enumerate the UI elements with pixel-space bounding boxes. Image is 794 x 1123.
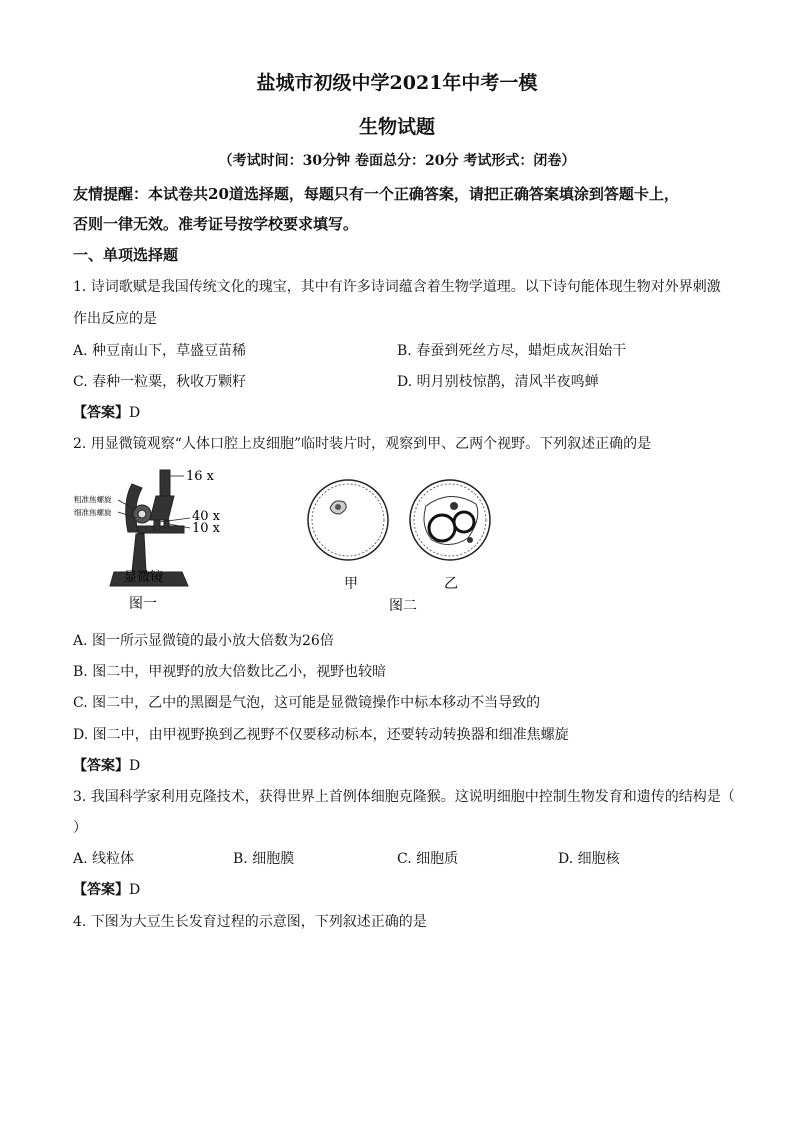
- q1-answer-value: D: [129, 405, 141, 421]
- q4-stem: 4. 下图为大豆生长发育过程的示意图，下列叙述正确的是: [73, 914, 427, 930]
- q3-answer-value: D: [129, 882, 141, 898]
- section-title: 一、单项选择题: [73, 246, 179, 264]
- q2-option-c: C. 图二中，乙中的黑圈是气泡，这可能是显微镜操作中标本移动不当导致的: [73, 695, 541, 711]
- fine-focus-label: 细准焦螺旋: [74, 508, 112, 517]
- notice-line-2: 否则一律无效。准考证号按学校要求填写。: [73, 215, 359, 233]
- fields-of-view-figure: [300, 478, 510, 616]
- q2-option-b: B. 图二中，甲视野的放大倍数比乙小，视野也较暗: [73, 664, 387, 680]
- stage: [138, 526, 184, 533]
- figure-2-caption: 图二: [389, 598, 417, 614]
- exam-info: （考试时间：30分钟 卷面总分：20分 考试形式：闭卷）: [218, 153, 576, 169]
- q1-option-c: C. 春种一粒粟，秋收万颗籽: [73, 374, 247, 390]
- pillar: [132, 534, 146, 572]
- q1-option-d: D. 明月别枝惊鹊，清风半夜鸣蝉: [397, 374, 599, 390]
- q1-answer-label: 【答案】: [73, 405, 129, 421]
- q2-answer: [73, 755, 140, 775]
- q3-option-b: B. 细胞膜: [233, 851, 295, 867]
- q2-answer-label: 【答案】: [73, 758, 129, 774]
- q3-answer: [73, 879, 140, 899]
- objective-40-label: 40 x: [192, 509, 221, 524]
- exam-title: 盐城市初级中学2021年中考一模: [256, 72, 538, 94]
- q3-option-d: D. 细胞核: [558, 851, 620, 867]
- coarse-focus-label: 粗准焦螺旋: [74, 495, 112, 504]
- figure-1-caption: 图一: [129, 596, 157, 612]
- field-yi: [410, 480, 490, 560]
- q3-option-c: C. 细胞质: [397, 851, 459, 867]
- q3-stem-line-1: 3. 我国科学家利用克隆技术，获得世界上首例体细胞克隆猴。这说明细胞中控制生物发育和遗传的结构是（: [73, 789, 735, 805]
- microscope-figure: [72, 462, 242, 614]
- q2-stem: 2. 用显微镜观察“人体口腔上皮细胞”临时装片时，观察到甲、乙两个视野。下列叙述正确的是: [73, 436, 652, 452]
- q1-stem-line-2: 作出反应的是: [73, 311, 157, 327]
- q3-stem-line-2: ）: [73, 820, 87, 836]
- field-jia-label: 甲: [344, 576, 358, 592]
- objective-10-label: 10 x: [192, 521, 221, 536]
- notice-line-1: 友情提醒：本试卷共20道选择题，每题只有一个正确答案，请把正确答案填涂到答题卡上，: [73, 185, 679, 203]
- field-yi-label: 乙: [444, 576, 458, 592]
- q3-answer-label: 【答案】: [73, 882, 129, 898]
- q1-answer: [73, 402, 140, 422]
- eyepiece-label: 16 x: [186, 469, 215, 484]
- q1-option-a: A. 种豆南山下，草盛豆苗稀: [73, 343, 247, 359]
- q3-option-a: A. 线粒体: [73, 851, 135, 867]
- q2-option-d: D. 图二中，由甲视野换到乙视野不仅要移动标本，还要转动转换器和细准焦螺旋: [73, 727, 569, 743]
- q1-stem-line-1: 1. 诗词歌赋是我国传统文化的瑰宝，其中有许多诗词蕴含着生物学道理。以下诗句能体现生物对外界刺激: [73, 279, 721, 295]
- microscope-label: 显微镜: [124, 570, 164, 585]
- objective-1: [154, 520, 160, 530]
- eyepiece: [160, 470, 170, 496]
- q2-answer-value: D: [129, 758, 141, 774]
- field-jia: [308, 480, 388, 560]
- q1-option-b: B. 春蚕到死丝方尽，蜡炬成灰泪始干: [397, 343, 627, 359]
- tube: [150, 496, 174, 520]
- subject-title: 生物试题: [358, 116, 435, 138]
- q2-option-a: A. 图一所示显微镜的最小放大倍数为26倍: [73, 633, 334, 649]
